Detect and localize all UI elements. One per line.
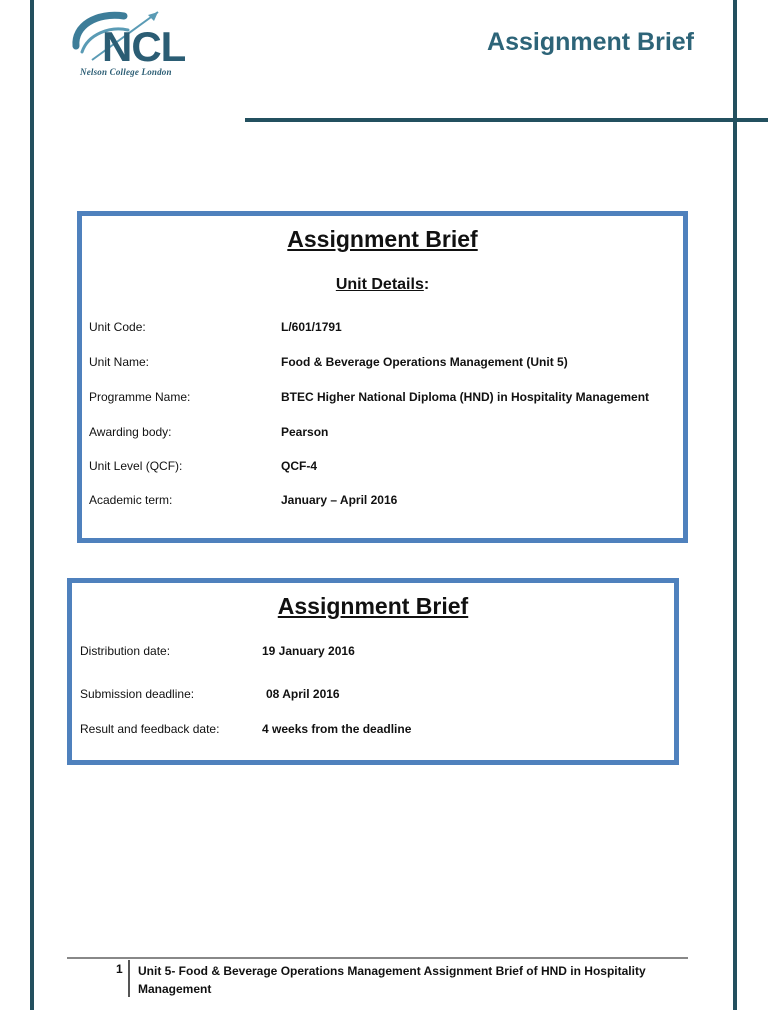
unit-details-heading: [82, 276, 683, 294]
field-label: Awarding body:: [89, 425, 172, 439]
feedback-date-row: [80, 722, 670, 738]
footer-text: Unit 5- Food & Beverage Operations Management Assignment Brief of HND in Hospitality Management: [138, 964, 646, 996]
unit-details-box: [77, 211, 688, 543]
field-value: Pearson: [281, 425, 329, 439]
field-label: Distribution date:: [80, 644, 171, 658]
left-border-rule: [30, 0, 34, 1010]
distribution-date-row: [80, 644, 670, 660]
footer-divider: [128, 960, 130, 997]
dates-box: [67, 578, 679, 765]
unit-details-heading-text: Unit Details: [335, 276, 424, 293]
academic-term-row: [89, 493, 679, 509]
unit-box-title: Assignment Brief: [287, 226, 478, 252]
field-value: L/601/1791: [281, 320, 342, 334]
field-value: 4 weeks from the deadline: [262, 722, 412, 736]
header-title: Assignment Brief: [487, 28, 694, 56]
unit-level-row: [89, 459, 679, 475]
field-value: Food & Beverage Operations Management (Unit 5): [281, 355, 568, 369]
field-label: Result and feedback date:: [80, 722, 220, 736]
dates-box-title: Assignment Brief: [277, 593, 469, 619]
field-label: Academic term:: [89, 493, 173, 507]
field-label: Unit Code:: [89, 320, 146, 334]
logo-subtitle: Nelson College London: [80, 67, 172, 77]
field-label: Programme Name:: [89, 390, 191, 404]
unit-details-heading-colon: :: [423, 276, 430, 293]
unit-code-row: [89, 320, 679, 336]
field-value: 19 January 2016: [262, 644, 355, 658]
unit-name-row: [89, 355, 679, 371]
page-number: 1: [116, 962, 123, 976]
ncl-logo-mark: [62, 6, 250, 68]
field-label: Submission deadline:: [80, 687, 195, 701]
footer-rule: [67, 957, 688, 959]
ncl-logo: [62, 6, 250, 86]
field-label: Unit Level (QCF):: [89, 459, 183, 473]
programme-name-row: [89, 390, 679, 406]
field-value: QCF-4: [281, 459, 317, 473]
field-label: Unit Name:: [89, 355, 150, 369]
field-value: 08 April 2016: [266, 687, 340, 701]
field-value: January – April 2016: [281, 493, 398, 507]
awarding-body-row: [89, 425, 679, 441]
submission-deadline-row: [80, 687, 670, 703]
header-rule: [245, 118, 768, 122]
logo-text: NCL: [102, 23, 186, 68]
field-value: BTEC Higher National Diploma (HND) in Hospitality Management: [281, 390, 650, 404]
right-border-rule: [733, 0, 737, 1010]
